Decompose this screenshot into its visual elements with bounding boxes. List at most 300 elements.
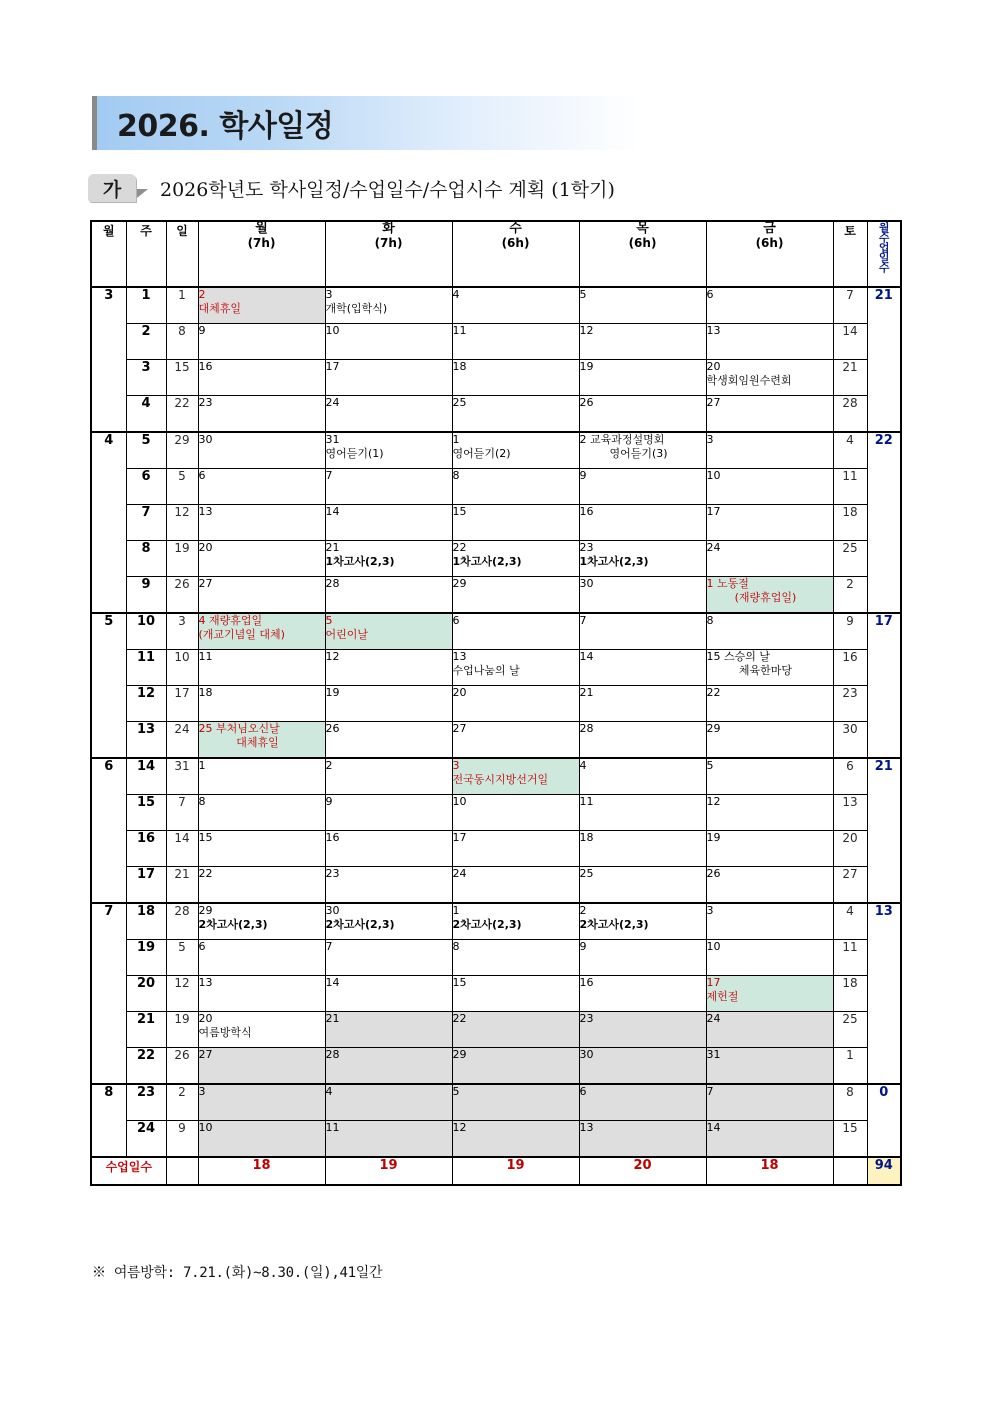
saturday-date: 4 <box>833 432 867 469</box>
day-cell <box>706 867 833 904</box>
day-number: 22 <box>706 686 721 699</box>
day-event: 대체휴일 <box>198 301 242 315</box>
day-number: 11 <box>198 650 213 663</box>
saturday-date: 25 <box>833 1012 867 1048</box>
day-cell <box>706 758 833 795</box>
day-event: 2차고사(2,3) <box>579 917 649 931</box>
totals-tuesday: 19 <box>325 1157 452 1185</box>
day-cell <box>198 903 325 940</box>
sunday-date: 22 <box>166 396 198 433</box>
saturday-date: 4 <box>833 903 867 940</box>
day-number: 6 <box>706 288 714 301</box>
day-number: 14 <box>325 505 340 518</box>
day-cell <box>198 541 325 577</box>
day-cell <box>706 1084 833 1121</box>
day-number: 10 <box>325 324 340 337</box>
monthly-total-days: 17 <box>867 613 901 758</box>
day-cell <box>198 1084 325 1121</box>
week-row <box>91 613 901 650</box>
day-event: 전국동시지방선거일 <box>452 772 549 786</box>
day-cell <box>198 976 325 1012</box>
day-cell <box>325 1121 452 1158</box>
saturday-date: 7 <box>833 287 867 324</box>
sunday-date: 17 <box>166 686 198 722</box>
day-cell <box>198 577 325 614</box>
day-cell <box>325 686 452 722</box>
day-number: 20 <box>452 686 467 699</box>
day-number: 18 <box>452 360 467 373</box>
sunday-date: 24 <box>166 722 198 759</box>
header-wednesday-hours: (6h) <box>501 235 530 250</box>
week-row <box>91 831 901 867</box>
day-event: 1차고사(2,3) <box>325 554 395 568</box>
day-number: 19 <box>706 831 721 844</box>
header-thursday-label: 목 <box>636 221 649 236</box>
saturday-date: 18 <box>833 976 867 1012</box>
day-cell <box>706 650 833 686</box>
month-label: 6 <box>91 758 126 903</box>
day-cell <box>325 722 452 759</box>
day-cell <box>325 903 452 940</box>
day-number: 18 <box>579 831 594 844</box>
saturday-date: 1 <box>833 1048 867 1085</box>
day-number: 5 <box>452 1085 460 1098</box>
day-event: 영어듣기(1) <box>325 446 384 460</box>
section-title: 2026학년도 학사일정/수업일수/수업시수 계획 (1학기) <box>160 178 615 201</box>
day-number: 30 <box>579 577 594 590</box>
day-event: 영어듣기(2) <box>452 446 511 460</box>
day-cell <box>579 505 706 541</box>
day-cell <box>579 903 706 940</box>
day-number: 29 <box>198 904 213 917</box>
sunday-date: 26 <box>166 577 198 614</box>
day-cell <box>706 432 833 469</box>
totals-grand: 94 <box>867 1157 901 1185</box>
day-cell <box>452 758 579 795</box>
totals-friday: 18 <box>706 1157 833 1185</box>
day-number: 28 <box>579 722 594 735</box>
header-thursday-hours: (6h) <box>628 235 657 250</box>
day-number: 12 <box>579 324 594 337</box>
week-number: 13 <box>126 722 166 759</box>
sunday-date: 12 <box>166 505 198 541</box>
day-number: 19 <box>325 686 340 699</box>
totals-monday: 18 <box>198 1157 325 1185</box>
day-cell <box>452 903 579 940</box>
day-event: 2차고사(2,3) <box>198 917 268 931</box>
day-cell <box>579 686 706 722</box>
monthly-total-days: 21 <box>867 758 901 903</box>
day-cell <box>452 613 579 650</box>
week-row <box>91 1084 901 1121</box>
day-cell <box>325 867 452 904</box>
day-cell <box>198 650 325 686</box>
month-label: 8 <box>91 1084 126 1157</box>
saturday-date: 23 <box>833 686 867 722</box>
day-number: 13 <box>198 976 213 989</box>
day-cell <box>452 795 579 831</box>
day-number: 1 <box>706 577 714 590</box>
day-number: 26 <box>706 867 721 880</box>
day-number: 2 <box>579 904 587 917</box>
header-week: 주 <box>126 221 166 287</box>
week-row <box>91 360 901 396</box>
day-number: 20 <box>198 541 213 554</box>
month-label: 4 <box>91 432 126 613</box>
day-cell <box>325 1084 452 1121</box>
day-cell <box>325 613 452 650</box>
saturday-date: 8 <box>833 1084 867 1121</box>
week-row <box>91 795 901 831</box>
week-row <box>91 287 901 324</box>
day-number: 1 <box>452 433 460 446</box>
sunday-date: 19 <box>166 541 198 577</box>
day-cell <box>198 758 325 795</box>
day-number: 8 <box>452 469 460 482</box>
week-row <box>91 577 901 614</box>
monthly-total-days: 21 <box>867 287 901 432</box>
day-event: (개교기념일 대체) <box>198 627 285 641</box>
sunday-date: 7 <box>166 795 198 831</box>
day-cell <box>706 360 833 396</box>
day-number: 15 <box>706 650 721 663</box>
sunday-date: 12 <box>166 976 198 1012</box>
monthly-total-days: 22 <box>867 432 901 613</box>
day-number: 3 <box>706 433 714 446</box>
saturday-date: 6 <box>833 758 867 795</box>
day-number: 30 <box>579 1048 594 1061</box>
day-cell <box>198 469 325 505</box>
day-cell <box>579 1084 706 1121</box>
section-heading <box>88 168 788 208</box>
day-cell <box>452 976 579 1012</box>
week-row <box>91 758 901 795</box>
sunday-date: 15 <box>166 360 198 396</box>
day-cell <box>579 396 706 433</box>
day-event-inline: 부처님오신날 <box>212 722 280 735</box>
day-cell <box>706 541 833 577</box>
day-cell <box>198 1048 325 1085</box>
week-number: 16 <box>126 831 166 867</box>
day-number: 27 <box>198 1048 213 1061</box>
saturday-date: 30 <box>833 722 867 759</box>
day-cell <box>452 396 579 433</box>
day-number: 22 <box>452 541 467 554</box>
day-cell <box>579 1048 706 1085</box>
day-cell <box>579 758 706 795</box>
sunday-date: 14 <box>166 831 198 867</box>
day-number: 5 <box>706 759 714 772</box>
day-cell <box>579 613 706 650</box>
day-number: 3 <box>325 288 333 301</box>
day-number: 25 <box>579 867 594 880</box>
day-number: 8 <box>198 795 206 808</box>
week-number: 20 <box>126 976 166 1012</box>
day-cell <box>706 324 833 360</box>
header-thursday <box>579 221 706 287</box>
week-number: 17 <box>126 867 166 904</box>
day-number: 24 <box>706 1012 721 1025</box>
day-cell <box>706 940 833 976</box>
day-number: 4 <box>198 614 206 627</box>
day-event: 제헌절 <box>706 989 739 1003</box>
day-cell <box>579 1012 706 1048</box>
day-cell <box>452 1121 579 1158</box>
day-cell <box>198 505 325 541</box>
day-cell <box>325 396 452 433</box>
header-tuesday-label: 화 <box>382 221 395 236</box>
day-cell <box>325 1048 452 1085</box>
day-number: 17 <box>706 505 721 518</box>
week-row <box>91 1121 901 1158</box>
day-number: 16 <box>579 505 594 518</box>
totals-row <box>91 1157 901 1185</box>
day-event: 1차고사(2,3) <box>579 554 649 568</box>
week-row <box>91 722 901 759</box>
week-row <box>91 396 901 433</box>
day-event: 수업나눔의 날 <box>452 663 520 677</box>
week-number: 21 <box>126 1012 166 1048</box>
day-number: 14 <box>325 976 340 989</box>
day-cell <box>325 324 452 360</box>
week-number: 1 <box>126 287 166 324</box>
day-number: 7 <box>325 940 333 953</box>
day-event: 대체휴일 <box>236 735 279 749</box>
header-monthly-total-label: 월수업일수 <box>877 222 891 272</box>
day-cell <box>325 650 452 686</box>
sunday-date: 26 <box>166 1048 198 1085</box>
day-cell <box>452 1012 579 1048</box>
day-number: 10 <box>452 795 467 808</box>
day-cell <box>452 287 579 324</box>
day-number: 24 <box>325 396 340 409</box>
month-label: 5 <box>91 613 126 758</box>
sunday-date: 2 <box>166 1084 198 1121</box>
day-event-inline: 재량휴업일 <box>205 614 263 627</box>
day-number: 16 <box>198 360 213 373</box>
week-row <box>91 541 901 577</box>
day-number: 17 <box>452 831 467 844</box>
day-cell <box>706 287 833 324</box>
day-cell <box>198 795 325 831</box>
day-cell <box>198 1121 325 1158</box>
saturday-date: 16 <box>833 650 867 686</box>
day-number: 5 <box>579 288 587 301</box>
day-number: 13 <box>198 505 213 518</box>
totals-sunday-blank <box>166 1157 198 1185</box>
header-wednesday <box>452 221 579 287</box>
day-event: 여름방학식 <box>198 1025 252 1039</box>
academic-calendar-table <box>90 220 902 1186</box>
day-cell <box>706 396 833 433</box>
day-number: 11 <box>325 1121 340 1134</box>
day-number: 25 <box>198 722 213 735</box>
day-cell <box>452 831 579 867</box>
day-cell <box>452 469 579 505</box>
day-number: 26 <box>325 722 340 735</box>
calendar-body <box>91 287 901 1157</box>
day-number: 9 <box>325 795 333 808</box>
week-number: 8 <box>126 541 166 577</box>
day-number: 13 <box>706 324 721 337</box>
day-number: 15 <box>452 976 467 989</box>
week-row <box>91 432 901 469</box>
day-number: 10 <box>198 1121 213 1134</box>
saturday-date: 21 <box>833 360 867 396</box>
day-number: 11 <box>452 324 467 337</box>
sunday-date: 19 <box>166 1012 198 1048</box>
day-number: 7 <box>325 469 333 482</box>
sunday-date: 29 <box>166 432 198 469</box>
day-number: 17 <box>706 976 721 989</box>
day-number: 8 <box>452 940 460 953</box>
day-number: 19 <box>579 360 594 373</box>
day-number: 3 <box>198 1085 206 1098</box>
day-event-inline: 노동절 <box>713 577 749 590</box>
header-tuesday-hours: (7h) <box>374 235 403 250</box>
day-number: 29 <box>452 577 467 590</box>
day-cell <box>579 469 706 505</box>
day-cell <box>325 287 452 324</box>
week-number: 18 <box>126 903 166 940</box>
week-row <box>91 903 901 940</box>
week-number: 3 <box>126 360 166 396</box>
day-cell <box>452 577 579 614</box>
day-cell <box>706 976 833 1012</box>
saturday-date: 13 <box>833 795 867 831</box>
day-cell <box>579 577 706 614</box>
day-cell <box>198 324 325 360</box>
day-cell <box>579 1121 706 1158</box>
week-number: 5 <box>126 432 166 469</box>
day-cell <box>198 1012 325 1048</box>
day-number: 27 <box>452 722 467 735</box>
day-number: 14 <box>579 650 594 663</box>
week-number: 15 <box>126 795 166 831</box>
day-cell <box>325 469 452 505</box>
day-number: 10 <box>706 940 721 953</box>
page-title: 2026. 학사일정 <box>117 109 334 144</box>
week-number: 11 <box>126 650 166 686</box>
day-cell <box>452 650 579 686</box>
day-cell <box>579 287 706 324</box>
totals-wednesday: 19 <box>452 1157 579 1185</box>
day-number: 6 <box>198 469 206 482</box>
day-number: 22 <box>198 867 213 880</box>
day-number: 16 <box>579 976 594 989</box>
header-friday <box>706 221 833 287</box>
day-number: 5 <box>325 614 333 627</box>
day-number: 12 <box>452 1121 467 1134</box>
table-header-row <box>91 221 901 287</box>
day-cell <box>452 432 579 469</box>
week-number: 24 <box>126 1121 166 1158</box>
day-cell <box>579 650 706 686</box>
week-number: 14 <box>126 758 166 795</box>
day-event-inline: 스승의 날 <box>720 650 770 663</box>
day-number: 25 <box>452 396 467 409</box>
day-cell <box>452 324 579 360</box>
header-saturday: 토 <box>833 221 867 287</box>
header-monday-hours: (7h) <box>247 235 276 250</box>
day-cell <box>198 396 325 433</box>
header-tuesday <box>325 221 452 287</box>
saturday-date: 9 <box>833 613 867 650</box>
day-cell <box>706 831 833 867</box>
day-cell <box>325 940 452 976</box>
header-wednesday-label: 수 <box>509 221 522 236</box>
day-number: 12 <box>706 795 721 808</box>
week-row <box>91 867 901 904</box>
day-cell <box>706 903 833 940</box>
week-row <box>91 1012 901 1048</box>
day-number: 27 <box>198 577 213 590</box>
day-number: 2 <box>198 288 206 301</box>
saturday-date: 14 <box>833 324 867 360</box>
day-cell <box>579 867 706 904</box>
week-number: 19 <box>126 940 166 976</box>
day-number: 31 <box>706 1048 721 1061</box>
day-number: 2 <box>325 759 333 772</box>
day-number: 21 <box>579 686 594 699</box>
day-cell <box>706 1012 833 1048</box>
page-title-banner <box>92 96 640 150</box>
day-event: 2차고사(2,3) <box>325 917 395 931</box>
week-number: 10 <box>126 613 166 650</box>
day-cell <box>706 613 833 650</box>
week-row <box>91 976 901 1012</box>
day-cell <box>325 1012 452 1048</box>
day-cell <box>325 795 452 831</box>
day-cell <box>452 722 579 759</box>
day-event: (재량휴업일) <box>734 590 797 604</box>
day-event: 1차고사(2,3) <box>452 554 522 568</box>
day-cell <box>579 940 706 976</box>
saturday-date: 25 <box>833 541 867 577</box>
saturday-date: 11 <box>833 469 867 505</box>
section-marker-badge: 가 <box>88 174 136 202</box>
day-cell <box>325 432 452 469</box>
day-cell <box>325 976 452 1012</box>
day-cell <box>452 686 579 722</box>
day-number: 24 <box>706 541 721 554</box>
day-number: 6 <box>198 940 206 953</box>
day-number: 3 <box>706 904 714 917</box>
saturday-date: 27 <box>833 867 867 904</box>
day-number: 4 <box>579 759 587 772</box>
sunday-date: 31 <box>166 758 198 795</box>
day-number: 26 <box>579 396 594 409</box>
totals-label: 수업일수 <box>91 1157 166 1185</box>
day-cell <box>706 722 833 759</box>
month-label: 3 <box>91 287 126 432</box>
day-number: 18 <box>198 686 213 699</box>
day-cell <box>198 613 325 650</box>
day-number: 15 <box>452 505 467 518</box>
day-number: 14 <box>706 1121 721 1134</box>
day-cell <box>325 577 452 614</box>
day-cell <box>325 541 452 577</box>
sunday-date: 5 <box>166 940 198 976</box>
day-number: 30 <box>325 904 340 917</box>
week-row <box>91 650 901 686</box>
saturday-date: 18 <box>833 505 867 541</box>
week-number: 7 <box>126 505 166 541</box>
day-cell <box>452 940 579 976</box>
day-number: 9 <box>198 324 206 337</box>
day-number: 7 <box>706 1085 714 1098</box>
week-row <box>91 940 901 976</box>
